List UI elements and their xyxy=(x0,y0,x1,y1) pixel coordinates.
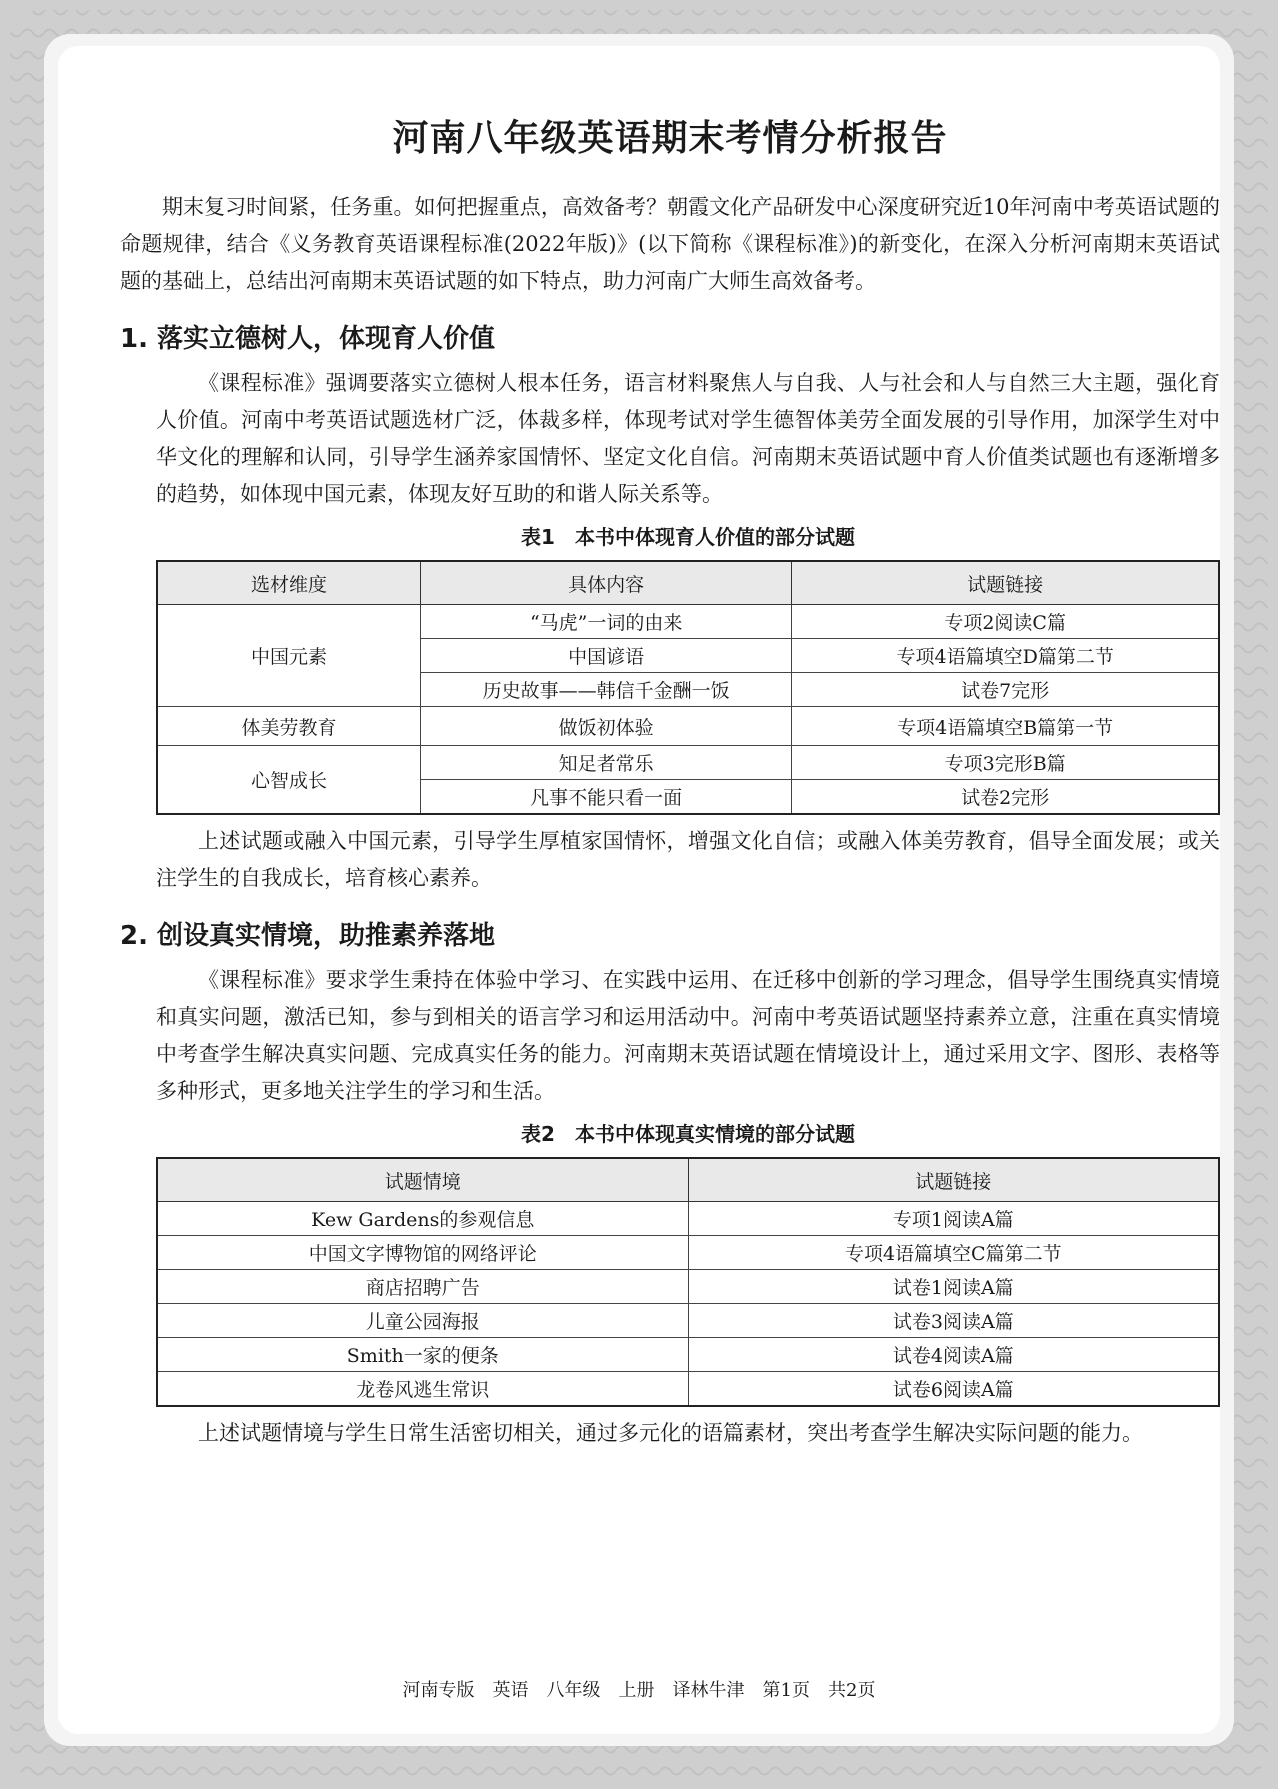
intro-paragraph: 期末复习时间紧，任务重。如何把握重点，高效备考？朝霞文化产品研发中心深度研究近10年河南中考英语试题的命题规律，结合《义务教育英语课程标准(2022年版)》(以下简称《课程标准》)的新变化，在深入分析河南期末英语试题的基础上，总结出河南期末英语试题的如下特点，助力河南广大师生高效备考。 xyxy=(120,195,1220,293)
context-cell: Kew Gardens的参观信息 xyxy=(157,1202,688,1236)
page-footer: 河南专版 英语 八年级 上册 译林牛津 第1页 共2页 xyxy=(402,1680,876,1701)
table-row xyxy=(157,1304,1219,1338)
section2-body: 《课程标准》要求学生秉持在体验中学习、在实践中运用、在迁移中创新的学习理念，倡导学生围绕真实情境和真实问题，激活已知，参与到相关的语言学习和运用活动中。河南中考英语试题坚持素养立意，注重在真实情境中考查学生解决真实问题、完成真实任务的能力。河南期末英语试题在情境设计上，通过采用文字、图形、表格等多种形式，更多地关注学生的学习和生活。 xyxy=(156,968,1220,1103)
context-cell: 中国文字博物馆的网络评论 xyxy=(157,1236,688,1270)
table-row xyxy=(157,605,1219,639)
table2-header-row xyxy=(157,1158,1219,1202)
table1 xyxy=(156,560,1220,815)
table-row xyxy=(157,1202,1219,1236)
content-cell: 做饭初体验 xyxy=(421,707,792,746)
context-cell: 龙卷风逃生常识 xyxy=(157,1372,688,1407)
context-cell: Smith一家的便条 xyxy=(157,1338,688,1372)
table-row xyxy=(157,746,1219,780)
context-cell: 儿童公园海报 xyxy=(157,1304,688,1338)
link-cell: 试卷4阅读A篇 xyxy=(688,1338,1219,1372)
table1-header-row xyxy=(157,561,1219,605)
table2-header: 试题链接 xyxy=(688,1158,1219,1202)
link-cell: 专项1阅读A篇 xyxy=(688,1202,1219,1236)
content-cell: “马虎”一词的由来 xyxy=(421,605,792,639)
section1-body: 《课程标准》强调要落实立德树人根本任务，语言材料聚焦人与自我、人与社会和人与自然三大主题，强化育人价值。河南中考英语试题选材广泛，体裁多样，体现考试对学生德智体美劳全面发展的引导作用，加深学生对中华文化的理解和认同，引导学生涵养家国情怀、坚定文化自信。河南期末英语试题中育人价值类试题也有逐渐增多的趋势，如体现中国元素，体现友好互助的和谐人际关系等。 xyxy=(156,371,1220,506)
section2-heading: 2. 创设真实情境，助推素养落地 xyxy=(120,921,496,951)
context-cell: 商店招聘广告 xyxy=(157,1270,688,1304)
link-cell: 试卷1阅读A篇 xyxy=(688,1270,1219,1304)
page-title: 河南八年级英语期末考情分析报告 xyxy=(392,118,948,159)
table-row xyxy=(157,1236,1219,1270)
table2 xyxy=(156,1157,1220,1407)
section2-summary: 上述试题情境与学生日常生活密切相关，通过多元化的语篇素材，突出考查学生解决实际问题的能力。 xyxy=(198,1421,1143,1445)
table1-caption: 表1 本书中体现育人价值的部分试题 xyxy=(521,525,855,549)
link-cell: 试卷3阅读A篇 xyxy=(688,1304,1219,1338)
link-cell: 试卷6阅读A篇 xyxy=(688,1372,1219,1407)
content-cell: 凡事不能只看一面 xyxy=(421,780,792,815)
link-cell: 试卷7完形 xyxy=(792,673,1219,707)
table1-header: 选材维度 xyxy=(157,561,421,605)
table2-caption: 表2 本书中体现真实情境的部分试题 xyxy=(521,1122,855,1146)
content-cell: 中国谚语 xyxy=(421,639,792,673)
table2-header: 试题情境 xyxy=(157,1158,688,1202)
link-cell: 专项4语篇填空D篇第二节 xyxy=(792,639,1219,673)
content-cell: 知足者常乐 xyxy=(421,746,792,780)
link-cell: 专项4语篇填空B篇第一节 xyxy=(792,707,1219,746)
content-cell: 历史故事——韩信千金酬一饭 xyxy=(421,673,792,707)
link-cell: 试卷2完形 xyxy=(792,780,1219,815)
dimension-cell: 体美劳教育 xyxy=(157,707,421,746)
table1-header: 试题链接 xyxy=(792,561,1219,605)
dimension-cell: 心智成长 xyxy=(157,746,421,815)
table-row xyxy=(157,707,1219,746)
link-cell: 专项2阅读C篇 xyxy=(792,605,1219,639)
section1-summary: 上述试题或融入中国元素，引导学生厚植家国情怀，增强文化自信；或融入体美劳教育，倡导全面发展；或关注学生的自我成长，培育核心素养。 xyxy=(156,829,1220,890)
table-row xyxy=(157,1270,1219,1304)
section1-heading: 1. 落实立德树人，体现育人价值 xyxy=(120,324,496,354)
link-cell: 专项4语篇填空C篇第二节 xyxy=(688,1236,1219,1270)
link-cell: 专项3完形B篇 xyxy=(792,746,1219,780)
dimension-cell: 中国元素 xyxy=(157,605,421,707)
table-row xyxy=(157,1372,1219,1407)
page-content xyxy=(120,110,1220,1452)
table1-header: 具体内容 xyxy=(421,561,792,605)
table-row xyxy=(157,1338,1219,1372)
